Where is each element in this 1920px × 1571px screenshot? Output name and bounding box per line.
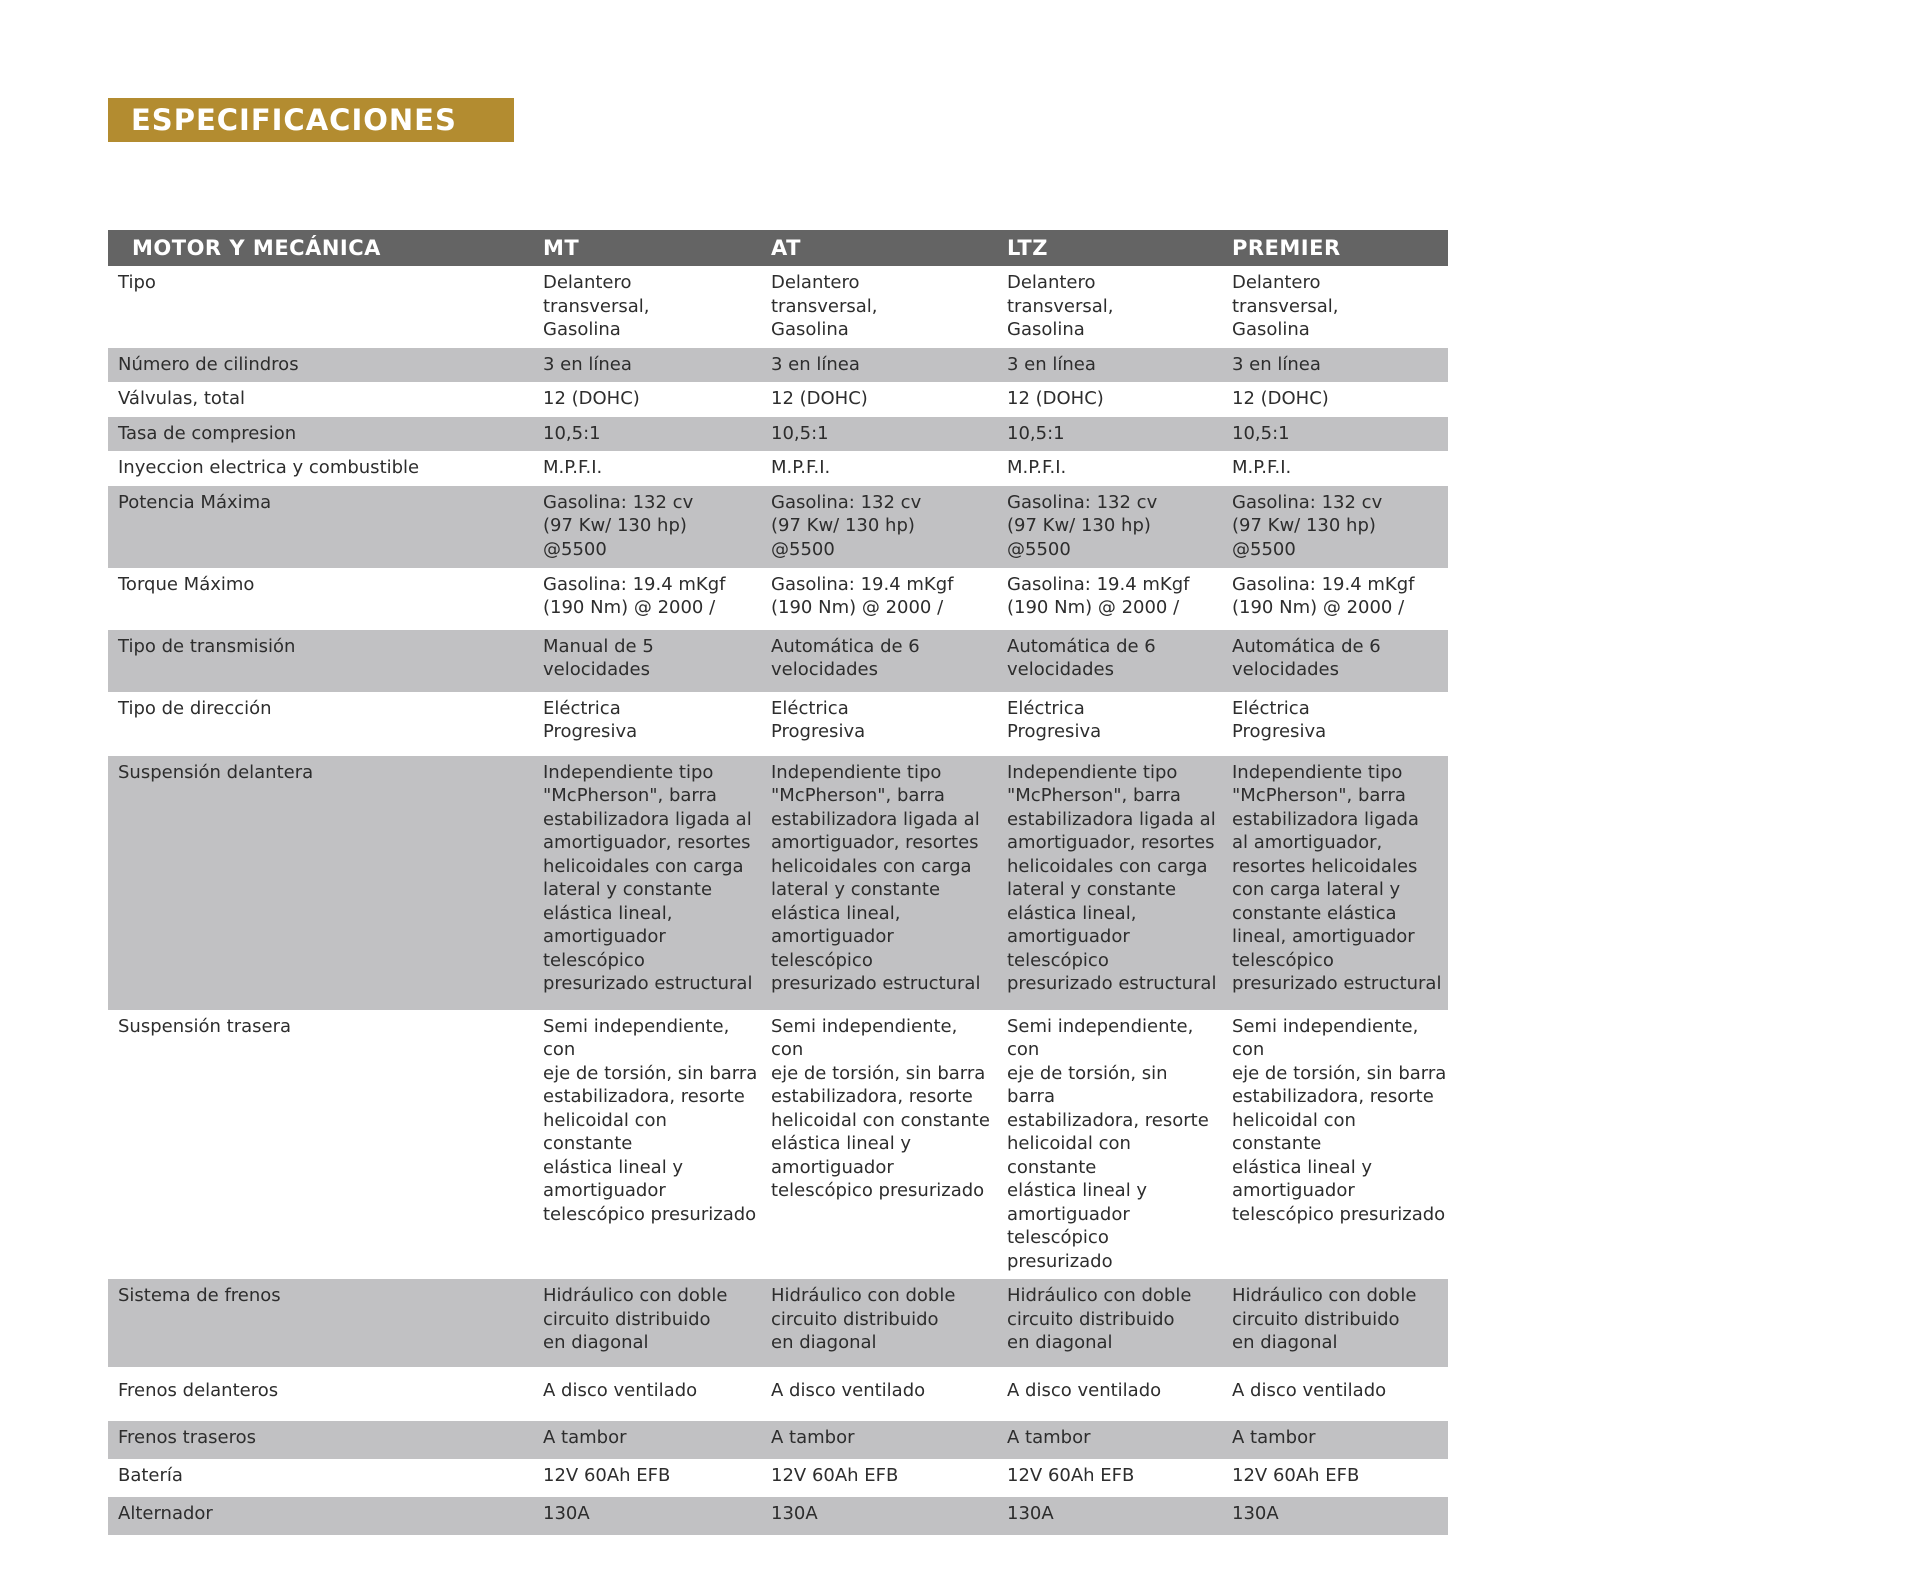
cell-ltz: 130A <box>995 1497 1220 1535</box>
table-row <box>108 1279 1448 1367</box>
cell-ltz: 10,5:1 <box>995 417 1220 452</box>
table-row <box>108 348 1448 383</box>
cell-ltz: Independiente tipo "McPherson", barra estabilizadora ligada al amortiguador, resortes helicoidales con carga lateral y constante elástica lineal, amortiguador telescópico presurizado estructural <box>995 756 1220 1010</box>
row-label: Alternador <box>108 1497 531 1535</box>
cell-ltz: 12V 60Ah EFB <box>1007 1465 1135 1486</box>
cell-at: Delantero transversal, Gasolina <box>771 272 878 340</box>
cell-ltz: Gasolina: 132 cv (97 Kw/ 130 hp) @5500 <box>995 486 1220 568</box>
cell-ltz: 3 en línea <box>995 348 1220 383</box>
cell-at: Eléctrica Progresiva <box>771 697 866 742</box>
section-title: ESPECIFICACIONES <box>108 98 514 142</box>
cell-at: M.P.F.I. <box>771 457 831 478</box>
cell-ltz: Hidráulico con doble circuito distribuido en diagonal <box>995 1279 1220 1367</box>
cell-premier: 130A <box>1220 1497 1448 1535</box>
cell-premier: Eléctrica Progresiva <box>1232 697 1327 742</box>
cell-ltz: Delantero transversal, Gasolina <box>1007 272 1114 340</box>
cell-premier: Gasolina: 19.4 mKgf (190 Nm) @ 2000 / <box>1232 573 1415 618</box>
cell-premier: 3 en línea <box>1220 348 1448 383</box>
row-label: Inyeccion electrica y combustible <box>118 457 420 478</box>
cell-at: Hidráulico con doble circuito distribuido en diagonal <box>759 1279 995 1367</box>
cell-mt: A tambor <box>531 1421 759 1459</box>
cell-mt: Delantero transversal, Gasolina <box>543 272 650 340</box>
cell-premier: 12V 60Ah EFB <box>1232 1465 1360 1486</box>
cell-premier: 10,5:1 <box>1220 417 1448 452</box>
header-premier: PREMIER <box>1220 230 1448 266</box>
row-label: Número de cilindros <box>108 348 531 383</box>
row-label: Tipo de dirección <box>118 697 272 719</box>
cell-mt: 12V 60Ah EFB <box>543 1465 671 1486</box>
row-label: Frenos delanteros <box>118 1380 279 1401</box>
cell-ltz: Semi independiente, con eje de torsión, sin barra estabilizadora, resorte helicoidal con constante elástica lineal y amortiguador telescópico presurizado <box>1007 1015 1209 1272</box>
row-label: Frenos traseros <box>108 1421 531 1459</box>
cell-at: Gasolina: 19.4 mKgf (190 Nm) @ 2000 / <box>771 573 954 618</box>
cell-mt: Semi independiente, con eje de torsión, sin barra estabilizadora, resorte helicoidal con constante elástica lineal y amortiguador telescópico presurizado <box>543 1015 758 1225</box>
cell-at: A tambor <box>759 1421 995 1459</box>
cell-at: 12V 60Ah EFB <box>771 1465 899 1486</box>
table-row <box>108 382 1448 417</box>
table-row <box>108 417 1448 452</box>
cell-at: Independiente tipo "McPherson", barra estabilizadora ligada al amortiguador, resortes helicoidales con carga lateral y constante elástica lineal, amortiguador telescópico presurizado estructural <box>759 756 995 1010</box>
cell-premier: Semi independiente, con eje de torsión, sin barra estabilizadora, resorte helicoidal con constante elástica lineal y amortiguador telescópico presurizado <box>1232 1015 1447 1225</box>
table-row <box>108 1497 1448 1535</box>
cell-ltz: 12 (DOHC) <box>1007 388 1104 409</box>
cell-mt: M.P.F.I. <box>543 457 603 478</box>
cell-at: Semi independiente, con eje de torsión, sin barra estabilizadora, resorte helicoidal con constante elástica lineal y amortiguador telescópico presurizado <box>771 1015 990 1201</box>
header-category: MOTOR Y MECÁNICA <box>108 230 531 266</box>
table-row <box>108 1367 1448 1421</box>
row-label: Válvulas, total <box>118 388 246 409</box>
cell-premier: M.P.F.I. <box>1232 457 1292 478</box>
cell-mt: 12 (DOHC) <box>543 388 640 409</box>
cell-premier: Independiente tipo "McPherson", barra estabilizadora ligada al amortiguador, resortes helicoidales con carga lateral y constante elástica lineal, amortiguador telescópico presurizado estructural <box>1220 756 1448 1010</box>
table-row <box>108 451 1448 486</box>
header-ltz: LTZ <box>995 230 1220 266</box>
cell-premier: Delantero transversal, Gasolina <box>1232 272 1339 340</box>
cell-at: A disco ventilado <box>771 1380 926 1401</box>
cell-mt: Manual de 5 velocidades <box>531 630 759 692</box>
cell-premier: 12 (DOHC) <box>1232 388 1329 409</box>
row-label: Suspensión trasera <box>118 1015 292 1037</box>
cell-premier: A tambor <box>1220 1421 1448 1459</box>
cell-mt: Independiente tipo "McPherson", barra estabilizadora ligada al amortiguador, resortes helicoidales con carga lateral y constante elástica lineal, amortiguador telescópico presurizado estructural <box>531 756 759 1010</box>
cell-at: Automática de 6 velocidades <box>759 630 995 692</box>
row-label: Batería <box>118 1465 183 1486</box>
table-row <box>108 1421 1448 1459</box>
cell-mt: 130A <box>531 1497 759 1535</box>
row-label: Potencia Máxima <box>108 486 531 568</box>
cell-mt: Hidráulico con doble circuito distribuido en diagonal <box>531 1279 759 1367</box>
cell-at: 10,5:1 <box>759 417 995 452</box>
row-label: Sistema de frenos <box>108 1279 531 1367</box>
table-row <box>108 756 1448 1010</box>
specs-table <box>108 230 1448 1535</box>
cell-mt: Eléctrica Progresiva <box>543 697 638 742</box>
row-label: Tasa de compresion <box>108 417 531 452</box>
cell-ltz: M.P.F.I. <box>1007 457 1067 478</box>
cell-premier: Automática de 6 velocidades <box>1220 630 1448 692</box>
table-row <box>108 1459 1448 1497</box>
row-label: Tipo <box>118 272 156 293</box>
table-header-row <box>108 230 1448 266</box>
cell-mt: Gasolina: 132 cv (97 Kw/ 130 hp) @5500 <box>531 486 759 568</box>
table-row <box>108 486 1448 568</box>
cell-ltz: Automática de 6 velocidades <box>995 630 1220 692</box>
row-label: Suspensión delantera <box>108 756 531 1010</box>
cell-mt: A disco ventilado <box>543 1380 698 1401</box>
table-row <box>108 692 1448 756</box>
cell-ltz: Eléctrica Progresiva <box>1007 697 1102 742</box>
cell-at: 12 (DOHC) <box>771 388 868 409</box>
cell-at: 130A <box>759 1497 995 1535</box>
table-row <box>108 630 1448 692</box>
cell-ltz: A disco ventilado <box>1007 1380 1162 1401</box>
cell-at: 3 en línea <box>759 348 995 383</box>
header-mt: MT <box>531 230 759 266</box>
cell-premier: Hidráulico con doble circuito distribuido en diagonal <box>1220 1279 1448 1367</box>
table-row <box>108 1010 1448 1280</box>
cell-ltz: Gasolina: 19.4 mKgf (190 Nm) @ 2000 / <box>1007 573 1190 618</box>
row-label: Torque Máximo <box>118 573 255 595</box>
row-label: Tipo de transmisión <box>108 630 531 692</box>
cell-ltz: A tambor <box>995 1421 1220 1459</box>
header-at: AT <box>759 230 995 266</box>
cell-mt: Gasolina: 19.4 mKgf (190 Nm) @ 2000 / <box>543 573 726 618</box>
cell-premier: Gasolina: 132 cv (97 Kw/ 130 hp) @5500 <box>1220 486 1448 568</box>
cell-mt: 10,5:1 <box>531 417 759 452</box>
table-row <box>108 568 1448 630</box>
cell-at: Gasolina: 132 cv (97 Kw/ 130 hp) @5500 <box>759 486 995 568</box>
table-row <box>108 266 1448 348</box>
cell-mt: 3 en línea <box>531 348 759 383</box>
cell-premier: A disco ventilado <box>1232 1380 1387 1401</box>
